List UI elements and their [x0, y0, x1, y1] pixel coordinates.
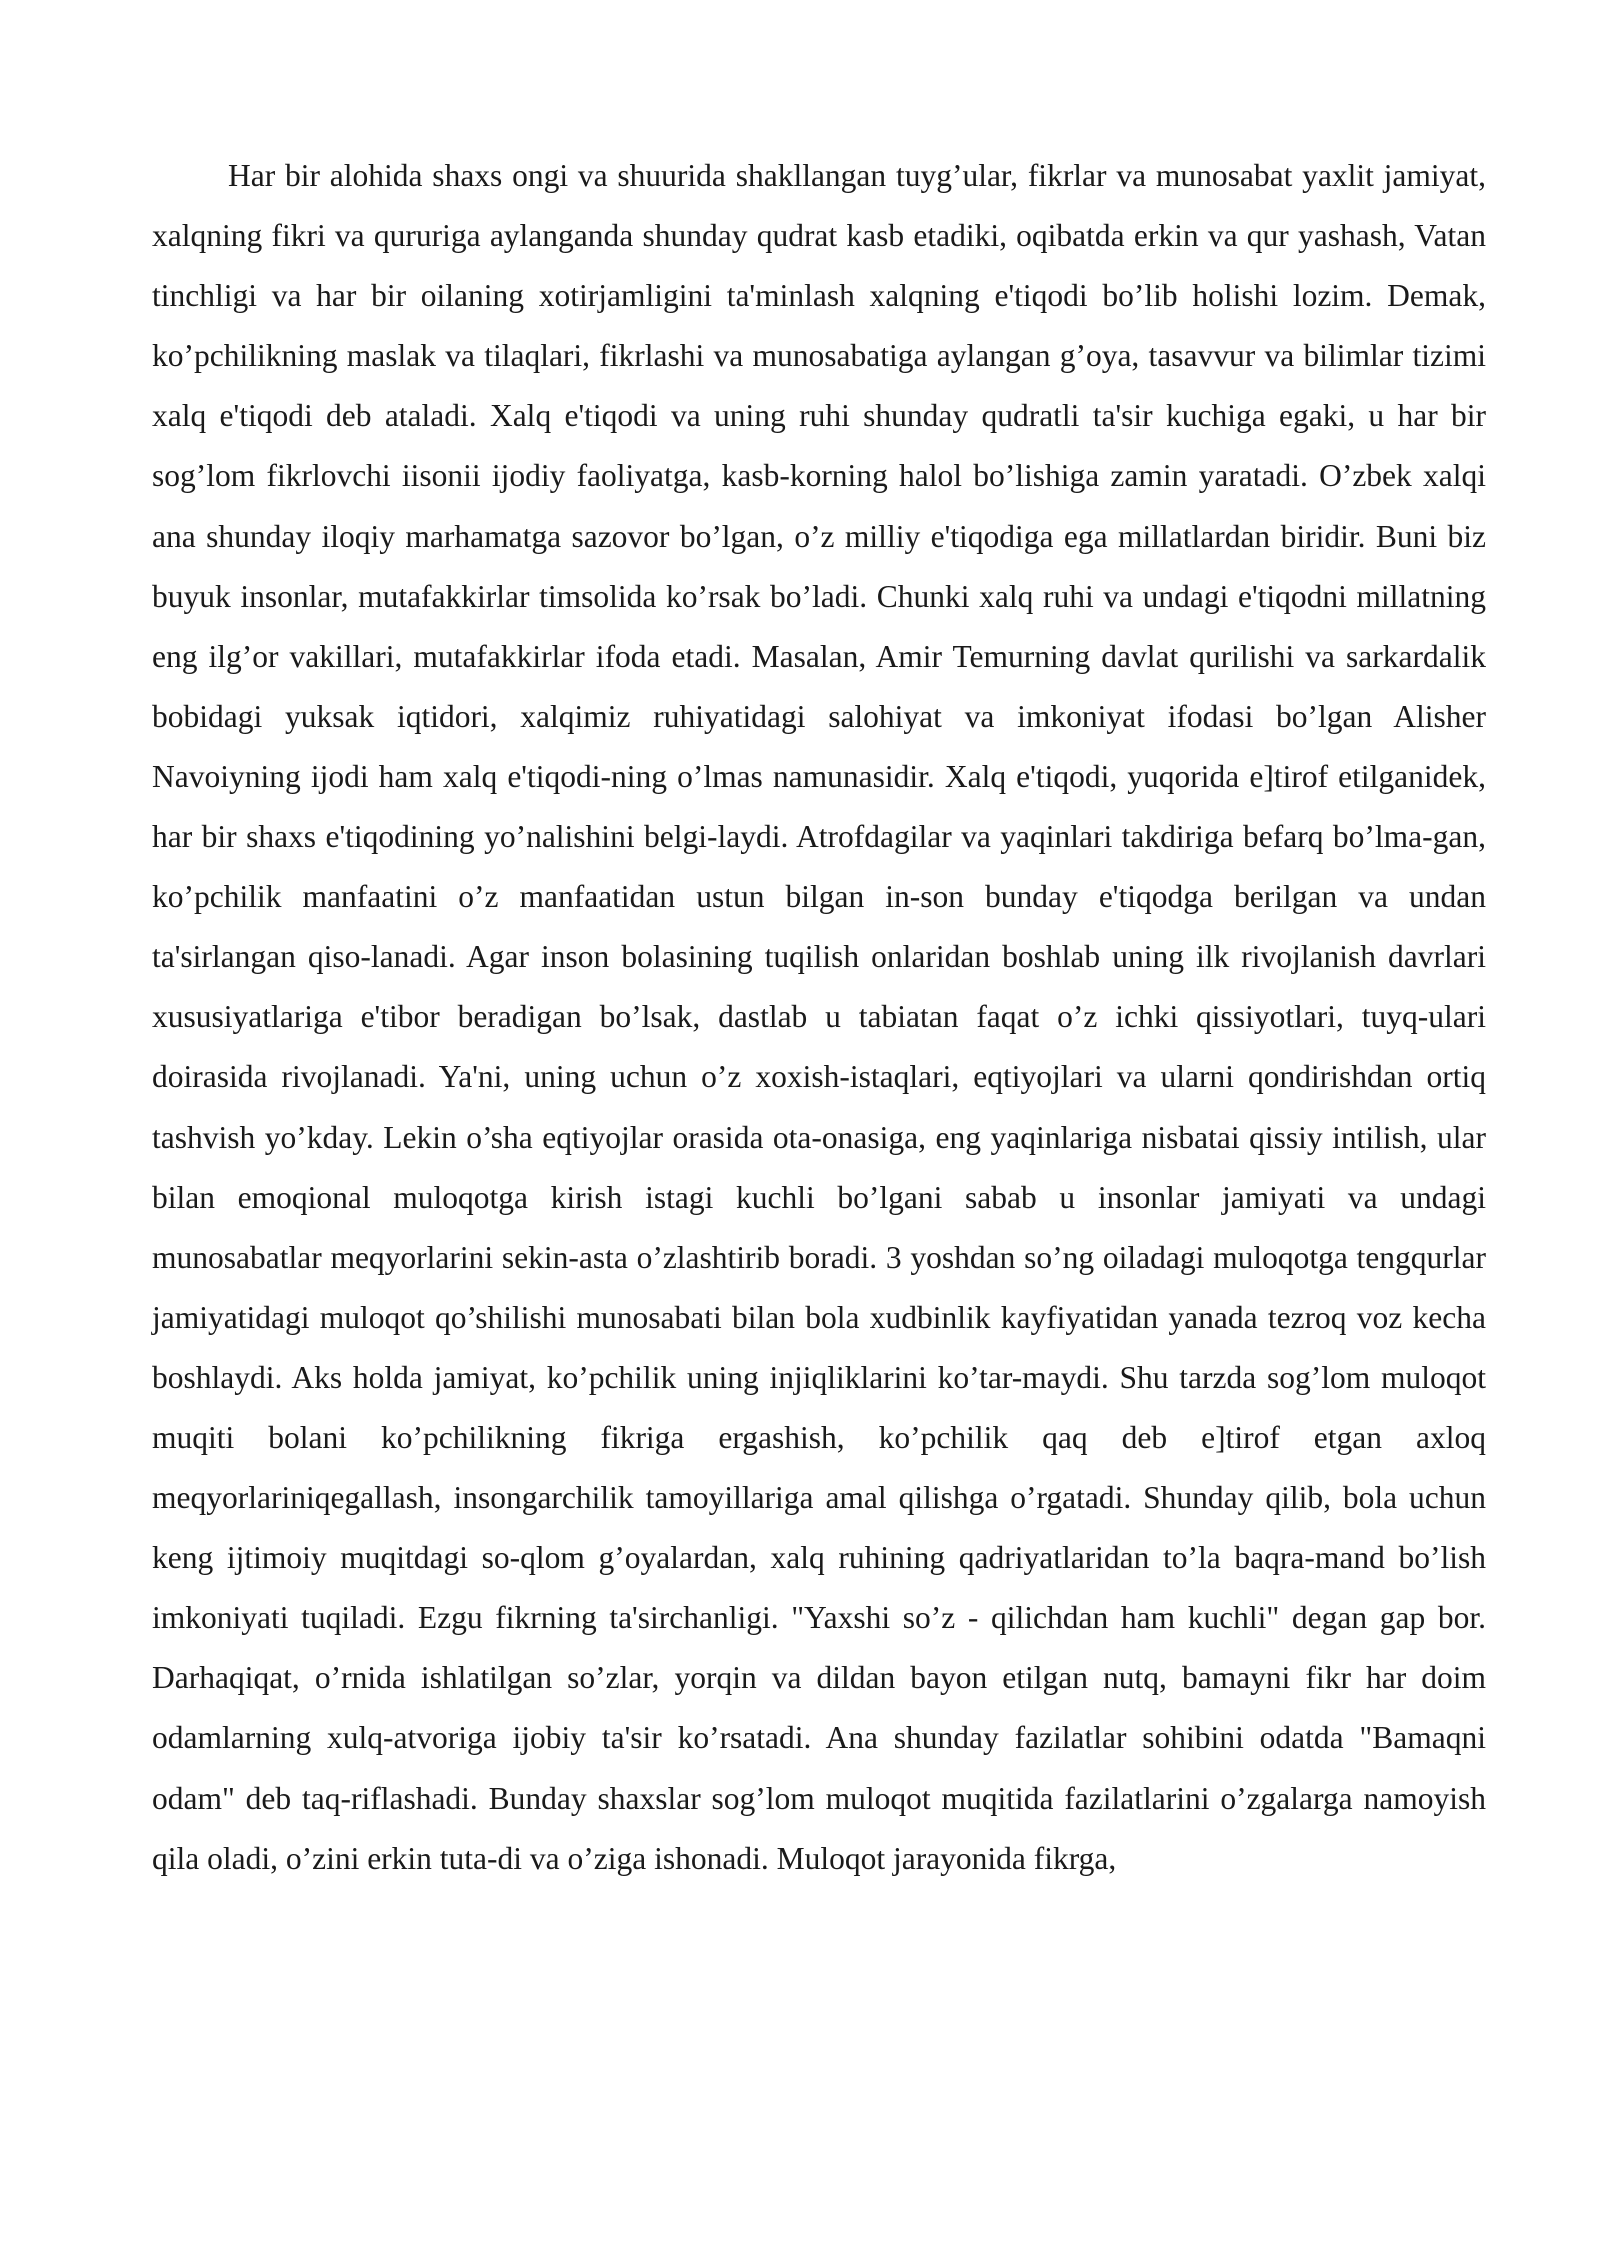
body-text: [152, 146, 1486, 1889]
paragraph: Har bir alohida shaxs ongi va shuurida shakllangan tuyg’ular, fikrlar va munosabat yaxlit jamiyat, xalqning fikri va qururiga aylanganda shunday qudrat kasb etadiki, oqibatda erkin va qur yashash, Vatan tinchligi va har bir oilaning xotirjamligini ta'minlash xalqning e'tiqodi bo’lib holishi lozim. Demak, ko’pchilikning maslak va tilaqlari, fikrlashi va munosabatiga aylangan g’oya, tasavvur va bilimlar tizimi xalq e'tiqodi deb ataladi. Xalq e'tiqodi va uning ruhi shunday qudratli ta'sir kuchiga egaki, u har bir sog’lom fikrlovchi iisonii ijodiy faoliyatga, kasb-korning halol bo’lishiga zamin yaratadi. O’zbek xalqi ana shunday iloqiy marhamatga sazovor bo’lgan, o’z milliy e'tiqodiga ega millatlardan biridir. Buni biz buyuk insonlar, mutafakkirlar timsolida ko’rsak bo’ladi. Chunki xalq ruhi va undagi e'tiqodni millatning eng ilg’or vakillari, mutafakkirlar ifoda etadi. Masalan, Amir Temurning davlat qurilishi va sarkardalik bobidagi yuksak iqtidori, xalqimiz ruhiyatidagi salohiyat va imkoniyat ifodasi bo’lgan Alisher Navoiyning ijodi ham xalq e'tiqodi-ning o’lmas namunasidir. Xalq e'tiqodi, yuqorida e]tirof etilganidek, har bir shaxs e'tiqodining yo’nalishini belgi-laydi. Atrofdagilar va yaqinlari takdiriga befarq bo’lma-gan, ko’pchilik manfaatini o’z manfaatidan ustun bilgan in-son bunday e'tiqodga berilgan va undan ta'sirlangan qiso-lanadi. Agar inson bolasining tuqilish onlaridan boshlab uning ilk rivojlanish davrlari xususiyatlariga e'tibor beradigan bo’lsak, dastlab u tabiatan faqat o’z ichki qissiyotlari, tuyq-ulari doirasida rivojlanadi. Ya'ni, uning uchun o’z xoxish-istaqlari, eqtiyojlari va ularni qondirishdan ortiq tashvish yo’kday. Lekin o’sha eqtiyojlar orasida ota-onasiga, eng yaqinlariga nisbatai qissiy intilish, ular bilan emoqional muloqotga kirish istagi kuchli bo’lgani sabab u insonlar jamiyati va undagi munosabatlar meqyorlarini sekin-asta o’zlashtirib boradi. 3 yoshdan so’ng oiladagi muloqotga tengqurlar jamiyatidagi muloqot qo’shilishi munosabati bilan bola xudbinlik kayfiyatidan yanada tezroq voz kecha boshlaydi. Aks holda jamiyat, ko’pchilik uning injiqliklarini ko’tar-maydi. Shu tarzda sog’lom muloqot muqiti bolani ko’pchilikning fikriga ergashish, ko’pchilik qaq deb e]tirof etgan axloq meqyorlariniqegallash, insongarchilik tamoyillariga amal qilishga o’rgatadi. Shunday qilib, bola uchun keng ijtimoiy muqitdagi so-qlom g’oyalardan, xalq ruhining qadriyatlaridan to’la baqra-mand bo’lish imkoniyati tuqiladi. Ezgu fikrning ta'sirchanligi. "Yaxshi so’z - qilichdan ham kuchli" degan gap bor. Darhaqiqat, o’rnida ishlatilgan so’zlar, yorqin va dildan bayon etilgan nutq, bamayni fikr har doim odamlarning xulq-atvoriga ijobiy ta'sir ko’rsatadi. Ana shunday fazilatlar sohibini odatda "Bamaqni odam" deb taq-riflashadi. Bunday shaxslar sog’lom muloqot muqitida fazilatlarini o’zgalarga namoyish qila oladi, o’zini erkin tuta-di va o’ziga ishonadi. Muloqot jarayonida fikrga,: [152, 158, 1486, 1876]
